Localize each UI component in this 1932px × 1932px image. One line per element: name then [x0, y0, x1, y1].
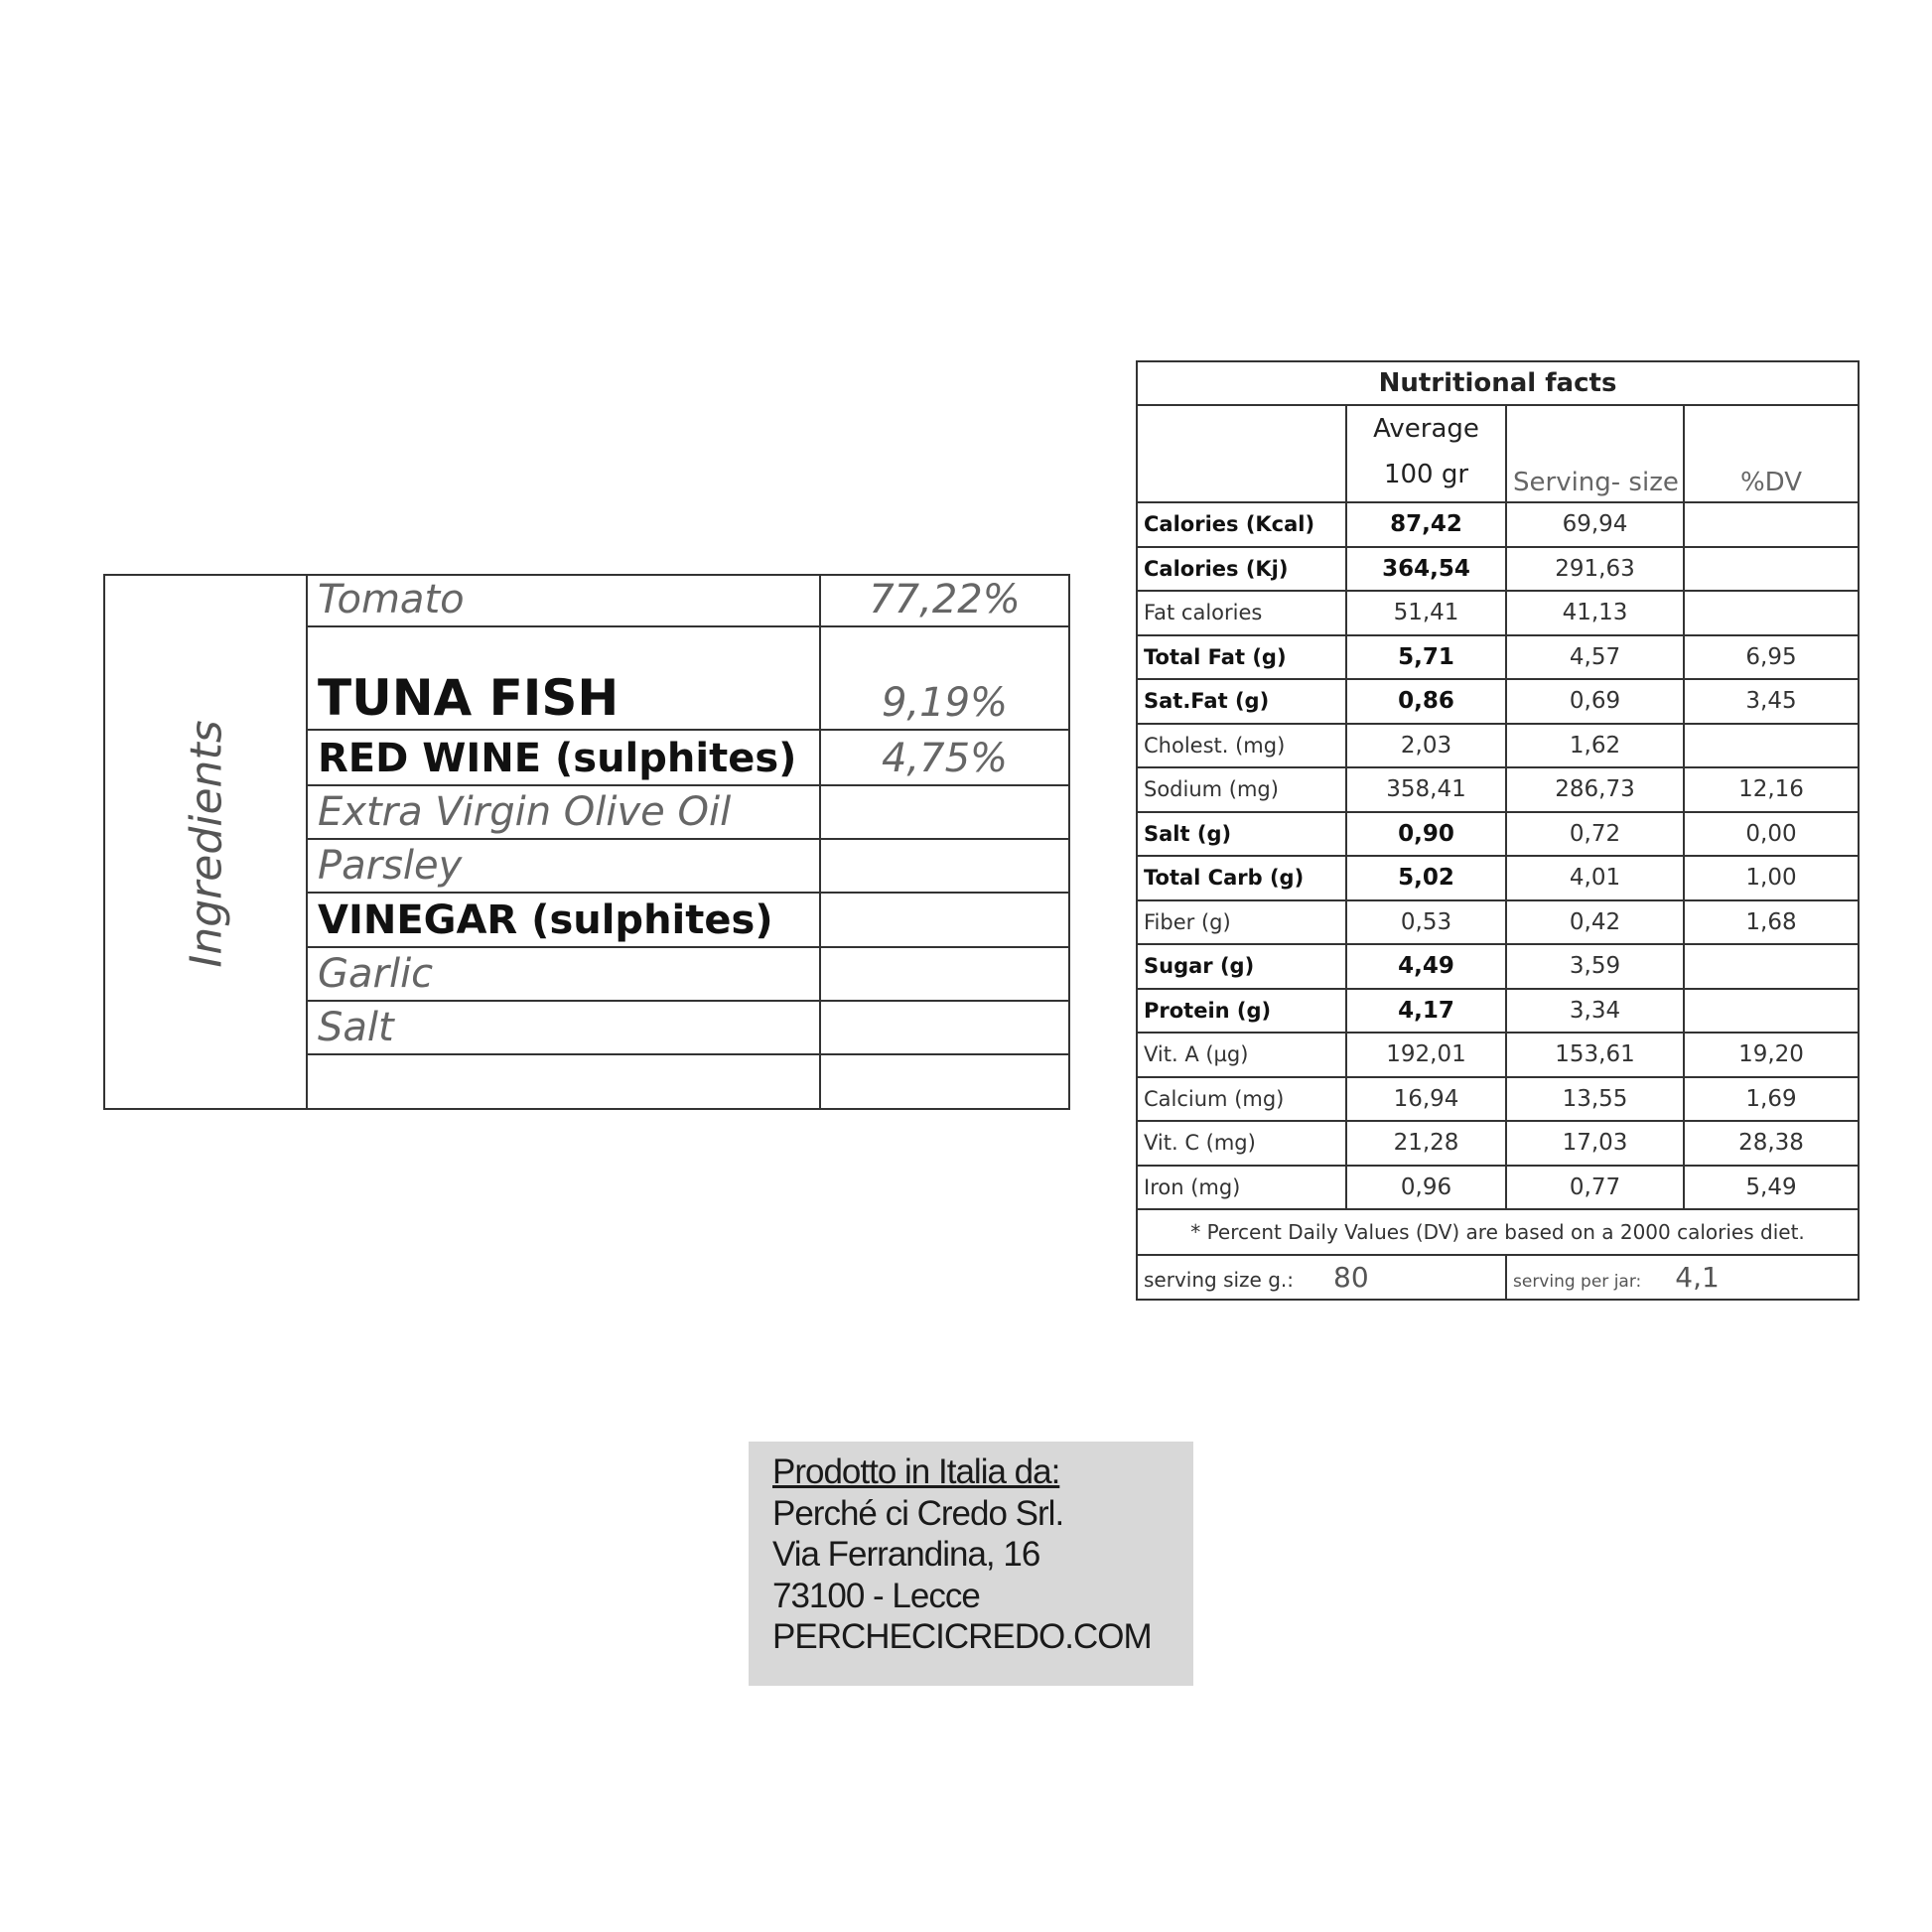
value-dv: 1,69	[1684, 1077, 1859, 1122]
ingredient-name: Salt	[318, 1005, 394, 1050]
value-dv	[1684, 547, 1859, 592]
ingredient-name: Extra Virgin Olive Oil	[318, 789, 732, 835]
producer-city: 73100 - Lecce	[772, 1576, 980, 1615]
nutrient-label: Calories (Kj)	[1137, 547, 1346, 592]
ingredient-name: Garlic	[318, 951, 434, 997]
value-per-100g: 4,49	[1346, 944, 1506, 989]
ingredients-side-cell	[105, 576, 308, 1108]
ingredient-percent: 4,75%	[881, 736, 1009, 781]
value-per-serving: 1,62	[1506, 724, 1684, 768]
nutrition-row	[1137, 1033, 1859, 1077]
nutrient-label: Calories (Kcal)	[1137, 502, 1346, 547]
value-per-serving: 3,34	[1506, 989, 1684, 1034]
ingredient-percent-cell	[819, 840, 1068, 892]
nutrition-row	[1137, 767, 1859, 812]
nutrition-row	[1137, 944, 1859, 989]
header-average-line1: Average	[1373, 414, 1479, 444]
nutrition-row	[1137, 1077, 1859, 1122]
ingredients-rows	[308, 576, 1070, 1108]
producer-heading: Prodotto in Italia da:	[772, 1452, 1060, 1491]
header-average	[1346, 405, 1506, 502]
nutrient-label: Sugar (g)	[1137, 944, 1346, 989]
value-per-serving: 41,13	[1506, 591, 1684, 635]
ingredient-row	[308, 1002, 1070, 1055]
ingredient-name: TUNA FISH	[318, 669, 620, 727]
ingredient-percent-cell	[819, 627, 1068, 729]
value-per-serving: 4,57	[1506, 635, 1684, 680]
nutrition-row	[1137, 900, 1859, 945]
serving-per-jar-value: 4,1	[1675, 1261, 1720, 1294]
value-dv: 3,45	[1684, 679, 1859, 724]
ingredient-percent-cell	[819, 894, 1068, 946]
ingredients-table	[103, 574, 1070, 1110]
serving-per-jar-cell	[1506, 1255, 1859, 1300]
nutrient-label: Salt (g)	[1137, 812, 1346, 857]
value-dv	[1684, 591, 1859, 635]
nutrition-rows	[1137, 502, 1859, 1209]
nutrition-row	[1137, 502, 1859, 547]
producer-label	[749, 1442, 1193, 1686]
nutrition-row	[1137, 1166, 1859, 1210]
nutrient-label: Iron (mg)	[1137, 1166, 1346, 1210]
nutrition-row	[1137, 635, 1859, 680]
value-per-100g: 5,71	[1346, 635, 1506, 680]
ingredient-name: Parsley	[318, 843, 463, 889]
nutrition-row	[1137, 812, 1859, 857]
value-dv: 28,38	[1684, 1121, 1859, 1166]
nutrition-header-row	[1137, 405, 1859, 502]
value-per-serving: 291,63	[1506, 547, 1684, 592]
value-per-100g: 16,94	[1346, 1077, 1506, 1122]
nutrition-facts-table	[1136, 360, 1860, 1301]
ingredient-name: Tomato	[318, 577, 465, 622]
value-per-serving: 17,03	[1506, 1121, 1684, 1166]
ingredient-row	[308, 731, 1070, 786]
serving-size-label: serving size g.:	[1144, 1268, 1294, 1292]
ingredient-percent: 9,19%	[881, 680, 1009, 726]
ingredient-percent-cell	[819, 731, 1068, 784]
value-per-serving: 0,77	[1506, 1166, 1684, 1210]
value-per-100g: 0,53	[1346, 900, 1506, 945]
ingredient-name: VINEGAR (sulphites)	[318, 897, 773, 943]
value-dv: 19,20	[1684, 1033, 1859, 1077]
ingredient-name: RED WINE (sulphites)	[318, 736, 797, 781]
serving-size-value: 80	[1333, 1261, 1369, 1294]
nutrient-label: Cholest. (mg)	[1137, 724, 1346, 768]
nutrient-label: Total Carb (g)	[1137, 856, 1346, 900]
ingredient-row	[308, 840, 1070, 894]
nutrition-row	[1137, 547, 1859, 592]
header-dv: %DV	[1684, 405, 1859, 502]
value-dv	[1684, 989, 1859, 1034]
value-per-100g: 87,42	[1346, 502, 1506, 547]
value-per-serving: 69,94	[1506, 502, 1684, 547]
ingredient-row	[308, 627, 1070, 731]
ingredient-percent-cell	[819, 786, 1068, 838]
ingredient-row	[308, 576, 1070, 627]
value-per-100g: 0,90	[1346, 812, 1506, 857]
nutrition-title: Nutritional facts	[1137, 361, 1859, 405]
value-per-100g: 364,54	[1346, 547, 1506, 592]
value-dv: 6,95	[1684, 635, 1859, 680]
value-dv: 0,00	[1684, 812, 1859, 857]
value-per-100g: 0,96	[1346, 1166, 1506, 1210]
value-per-serving: 153,61	[1506, 1033, 1684, 1077]
value-per-serving: 0,42	[1506, 900, 1684, 945]
value-per-100g: 4,17	[1346, 989, 1506, 1034]
nutrient-label: Sat.Fat (g)	[1137, 679, 1346, 724]
nutrition-row	[1137, 679, 1859, 724]
ingredient-percent: 77,22%	[869, 577, 1021, 622]
nutrition-footer-row	[1137, 1255, 1859, 1300]
nutrition-row	[1137, 856, 1859, 900]
value-per-serving: 13,55	[1506, 1077, 1684, 1122]
ingredient-percent-cell	[819, 576, 1068, 625]
value-per-100g: 0,86	[1346, 679, 1506, 724]
value-dv	[1684, 944, 1859, 989]
ingredient-percent-cell	[819, 1002, 1068, 1053]
value-per-100g: 358,41	[1346, 767, 1506, 812]
ingredient-percent-cell	[819, 948, 1068, 1000]
ingredients-side-label: Ingredients	[181, 720, 232, 968]
nutrition-row	[1137, 591, 1859, 635]
producer-street: Via Ferrandina, 16	[772, 1535, 1040, 1574]
ingredient-percent-cell	[819, 1055, 1068, 1110]
value-dv: 1,00	[1684, 856, 1859, 900]
serving-size-cell	[1137, 1255, 1506, 1300]
value-per-100g: 192,01	[1346, 1033, 1506, 1077]
nutrient-label: Sodium (mg)	[1137, 767, 1346, 812]
daily-value-note: * Percent Daily Values (DV) are based on a 2000 calories diet.	[1137, 1209, 1859, 1255]
value-dv: 12,16	[1684, 767, 1859, 812]
value-per-serving: 0,72	[1506, 812, 1684, 857]
producer-company: Perché ci Credo Srl.	[772, 1493, 1064, 1533]
value-dv	[1684, 502, 1859, 547]
header-average-line2: 100 gr	[1383, 460, 1469, 489]
header-empty-cell	[1137, 405, 1346, 502]
nutrient-label: Fiber (g)	[1137, 900, 1346, 945]
ingredient-row	[308, 948, 1070, 1002]
value-per-serving: 4,01	[1506, 856, 1684, 900]
value-dv	[1684, 724, 1859, 768]
producer-website: PERCHECICREDO.COM	[772, 1617, 1152, 1656]
ingredient-row	[308, 1055, 1070, 1110]
nutrition-row	[1137, 989, 1859, 1034]
ingredient-row	[308, 894, 1070, 948]
value-per-100g: 5,02	[1346, 856, 1506, 900]
value-per-100g: 51,41	[1346, 591, 1506, 635]
nutrition-row	[1137, 724, 1859, 768]
nutrient-label: Vit. A (µg)	[1137, 1033, 1346, 1077]
value-per-serving: 3,59	[1506, 944, 1684, 989]
value-per-100g: 2,03	[1346, 724, 1506, 768]
header-serving: Serving- size	[1506, 405, 1684, 502]
value-per-100g: 21,28	[1346, 1121, 1506, 1166]
nutrient-label: Protein (g)	[1137, 989, 1346, 1034]
value-dv: 1,68	[1684, 900, 1859, 945]
nutrition-row	[1137, 1121, 1859, 1166]
ingredient-row	[308, 786, 1070, 840]
value-per-serving: 286,73	[1506, 767, 1684, 812]
value-dv: 5,49	[1684, 1166, 1859, 1210]
serving-per-jar-label: serving per jar:	[1513, 1272, 1642, 1292]
nutrient-label: Total Fat (g)	[1137, 635, 1346, 680]
value-per-serving: 0,69	[1506, 679, 1684, 724]
nutrient-label: Vit. C (mg)	[1137, 1121, 1346, 1166]
nutrient-label: Calcium (mg)	[1137, 1077, 1346, 1122]
nutrient-label: Fat calories	[1137, 591, 1346, 635]
